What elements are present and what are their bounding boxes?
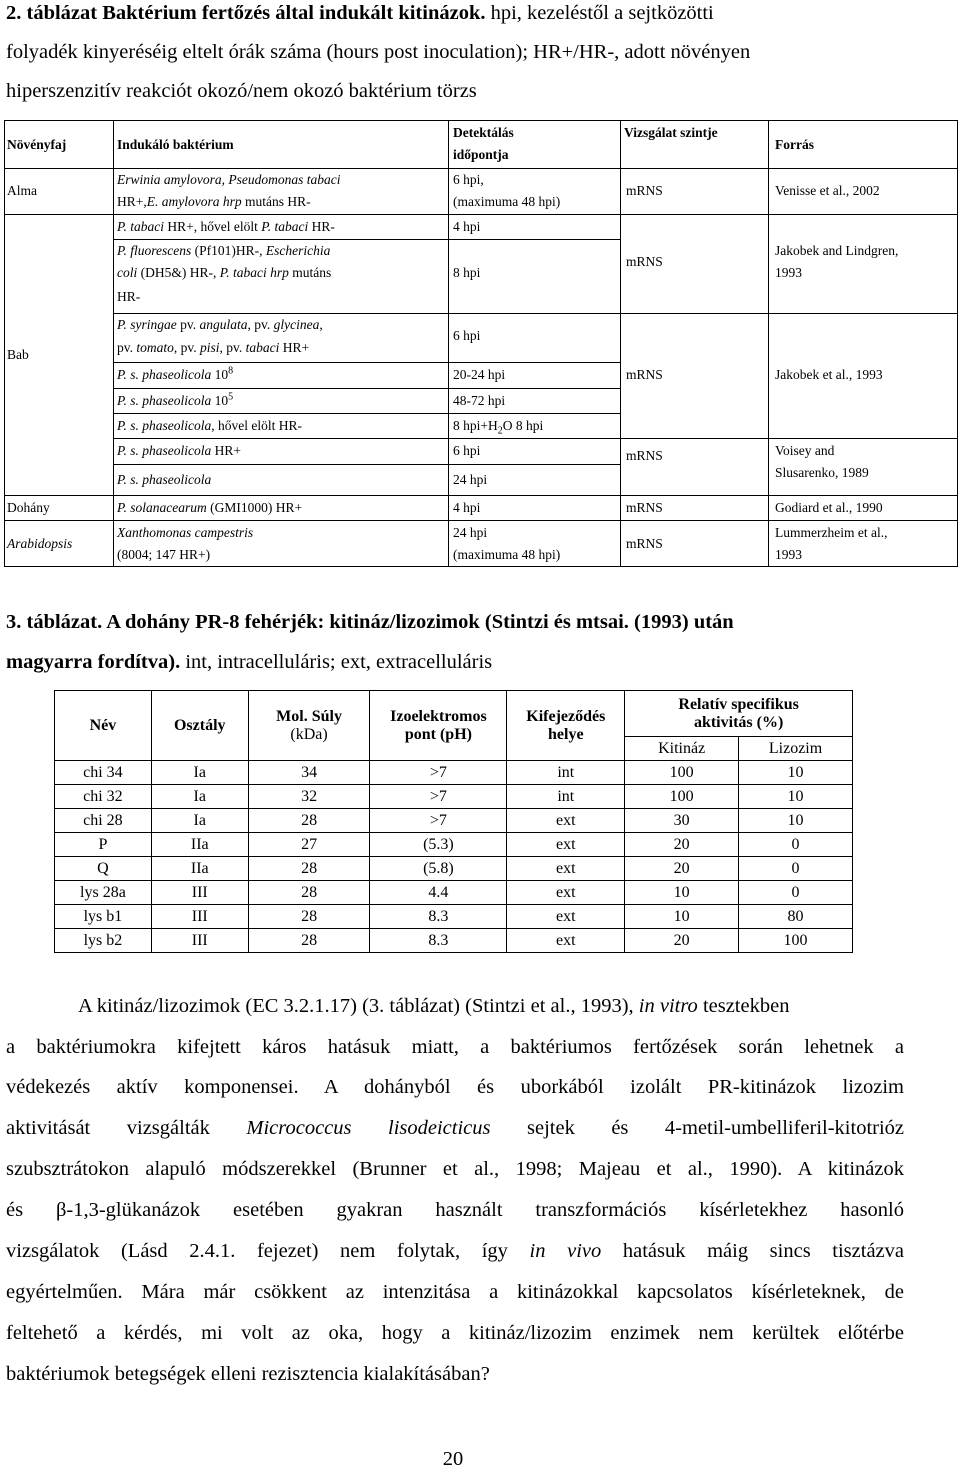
t3-cell-mass: 27 [248,833,370,857]
t2-alma-time-1: 6 hpi, [453,172,484,187]
table-row [55,905,853,929]
t3-cell-loc: ext [507,905,625,929]
t3-cell-class: Ia [151,785,248,809]
table-row [55,785,853,809]
t3-cell-name: chi 28 [55,809,152,833]
t2-alma-time-2: (maximuma 48 hpi) [453,194,561,209]
paragraph-line-1: A kitináz/lizozimok (EC 3.2.1.17) (3. táblázat) (Stintzi et al., 1993), in vitro tesztekben [78,995,790,1017]
t2-plant-arabidopsis: Arabidopsis [7,536,73,551]
t3-header-lysozyme: Lizozim [739,737,853,761]
paragraph-line-9: feltehető a kérdés, mi volt az oka, hogy a kitináz/lizozim enzimek nem kerültek előtérbe [6,1322,904,1344]
table2-caption-line2: folyadék kinyeréséig eltelt órák száma (hours post inoculation); HR+/HR-, adott növényen [6,41,751,63]
t2-plant-bab: Bab [7,347,29,362]
t2-header-detect-1: Detektálás [453,125,514,140]
t2-phashr-time: 6 hpi [453,443,481,458]
paragraph-line-6: és β-1,3-glükanázok esetében gyakran használt transzformációs kísérletekhez hasonló [6,1199,904,1221]
t2-syringae-time: 6 hpi [453,328,481,343]
t3-cell-mass: 28 [248,857,370,881]
table3 [54,690,853,953]
t3-cell-name: chi 32 [55,785,152,809]
table-row [55,761,853,785]
t2-phashr-source-2: Slusarenko, 1989 [775,465,869,480]
t3-cell-lys: 10 [739,809,853,833]
t2-arab-source-2: 1993 [775,547,802,562]
t3-cell-mass: 28 [248,929,370,953]
table2-caption-line1 [6,2,714,25]
table3-caption-line1: 3. táblázat. A dohány PR-8 fehérjék: kitináz/lizozimok (Stintzi és mtsai. (1993) után [6,611,734,633]
t3-cell-lys: 0 [739,833,853,857]
t3-cell-chit: 100 [625,785,739,809]
t3-cell-class: Ia [151,809,248,833]
paragraph-line-4: aktivitását vizsgálták Micrococcus lisodeicticus sejtek és 4-metil-umbelliferil-kitotrióz [6,1117,905,1139]
t3-cell-pi: >7 [370,785,507,809]
t2-header-plant: Növényfaj [7,137,67,152]
t2-dohany-source: Godiard et al., 1990 [775,500,883,515]
t3-cell-pi: (5.3) [370,833,507,857]
t2-phas5-time: 48-72 hpi [453,393,506,408]
t3-cell-name: lys 28a [55,881,152,905]
t3-cell-name: lys b1 [55,905,152,929]
t3-cell-loc: int [507,785,625,809]
paragraph-line-10: baktériumok betegségek elleni rezisztencia kialakításában? [6,1363,490,1385]
t3-header-mass: Mol. Súly (kDa) [248,691,370,761]
t2-arab-bacterium-2: (8004; 147 HR+) [117,547,211,562]
t2-alma-level: mRNS [626,183,663,198]
t2-phas8-source: Jakobek et al., 1993 [775,367,883,382]
t3-cell-lys: 10 [739,761,853,785]
t2-phas8-bacterium: P. s. phaseolicola $10^8$ [117,365,234,382]
paragraph-line-3: védekezés aktív komponensei. A dohányból és uborkából izolált PR-kitinázok lizozim [6,1076,904,1098]
t3-cell-name: chi 34 [55,761,152,785]
t2-phas-time: 24 hpi [453,472,488,487]
t2-dohany-level: mRNS [626,500,663,515]
paragraph-line-7: vizsgálatok (Lásd 2.4.1. fejezet) nem folytak, így in vivo hatásuk máig sincs tisztázva [6,1240,905,1262]
t3-cell-mass: 34 [248,761,370,785]
t3-cell-pi: 8.3 [370,905,507,929]
t3-cell-pi: 4.4 [370,881,507,905]
t2-arab-level: mRNS [626,536,663,551]
table2-number: 2. táblázat [6,2,98,24]
table-row [55,833,853,857]
t2-fluor-source-2: 1993 [775,265,802,280]
t3-cell-loc: ext [507,929,625,953]
t3-cell-lys: 10 [739,785,853,809]
t2-phas5-bacterium: P. s. phaseolicola $10^5$ [117,391,234,408]
t3-cell-class: III [151,905,248,929]
t2-arab-bacterium-1: Xanthomonas campestris [117,525,254,540]
page-number: 20 [442,1448,464,1470]
t3-cell-chit: 100 [625,761,739,785]
t3-cell-class: III [151,881,248,905]
t2-header-source: Forrás [775,137,814,152]
t2-arab-source-1: Lummerzheim et al., [775,525,888,540]
t3-cell-class: IIa [151,833,248,857]
t2-phas8-time: 20-24 hpi [453,367,506,382]
t3-cell-chit: 20 [625,857,739,881]
t3-cell-class: IIa [151,857,248,881]
t3-cell-chit: 10 [625,881,739,905]
t2-alma-bacterium-1: Erwinia amylovora, Pseudomonas tabaci [117,172,341,187]
t3-header-expression: Kifejeződés helye [507,691,625,761]
t3-header-activity: Relatív specifikus aktivitás (%) [625,691,853,737]
t3-cell-chit: 20 [625,833,739,857]
t2-phas8-level: mRNS [626,367,663,382]
t2-syringae-bacterium-2: pv. tomato, pv. pisi, pv. tabaci HR+ [117,340,310,355]
t2-alma-bacterium-2: HR+,E. amylovora hrp mutáns HR- [117,194,311,209]
t3-cell-mass: 28 [248,809,370,833]
t3-cell-pi: 8.3 [370,929,507,953]
t3-cell-name: Q [55,857,152,881]
t3-header-class: Osztály [151,691,248,761]
t2-dohany-bacterium: P. solanacearum (GMI1000) HR+ [117,500,303,515]
t2-phashr-source-1: Voisey and [775,443,835,458]
table3-caption-line2: magyarra fordítva). int, intracelluláris; ext, extracelluláris [6,651,493,673]
t3-cell-lys: 0 [739,881,853,905]
paragraph-line-8: egyértelműen. Mára már csökkent az intenzitása a kitinázokkal kapcsolatos kísérleteknek, de [6,1281,904,1303]
t2-header-level: Vizsgálat szintje [624,125,718,140]
table2-caption-rest: hpi, kezeléstől a sejtközötti [490,2,714,24]
t2-syringae-bacterium-1: P. syringae pv. angulata, pv. glycinea, [117,317,323,332]
t2-fluor-source-1: Jakobek and Lindgren, [775,243,899,258]
t2-tabaci-bacterium: P. tabaci HR+, hővel elölt P. tabaci HR- [117,219,335,234]
t2-arab-time-2: (maximuma 48 hpi) [453,547,561,562]
t3-header-name: Név [55,691,152,761]
t3-cell-pi: (5.8) [370,857,507,881]
t2-plant-dohany: Dohány [7,500,50,515]
table-row [55,809,853,833]
table2-title: Baktérium fertőzés által indukált kitinázok. [102,2,486,24]
table-row [55,857,853,881]
t3-cell-pi: >7 [370,809,507,833]
t3-cell-loc: ext [507,833,625,857]
t3-cell-pi: >7 [370,761,507,785]
t3-cell-loc: ext [507,809,625,833]
t2-fluor-bacterium-3: HR- [117,289,141,304]
table-row [55,881,853,905]
t3-cell-name: P [55,833,152,857]
t3-cell-mass: 32 [248,785,370,809]
t2-plant-alma: Alma [7,183,37,198]
t3-cell-loc: ext [507,857,625,881]
t2-phas-bacterium: P. s. phaseolicola [117,472,212,487]
t3-cell-mass: 28 [248,881,370,905]
table2-caption-line3: hiperszenzitív reakciót okozó/nem okozó baktérium törzs [6,80,477,102]
t3-cell-loc: int [507,761,625,785]
t2-phashr-level: mRNS [626,448,663,463]
t2-phashr-bacterium: P. s. phaseolicola HR+ [117,443,241,458]
t3-cell-lys: 80 [739,905,853,929]
t2-alma-source: Venisse et al., 2002 [775,183,880,198]
paragraph-line-2: a baktériumokra kifejtett káros hatásuk miatt, a baktériumos fertőzések során lehetnek a [6,1036,904,1058]
t2-fluor-bacterium-2: coli (DH5&) HR-, P. tabaci hrp mutáns [117,265,332,280]
t3-cell-mass: 28 [248,905,370,929]
t3-cell-class: Ia [151,761,248,785]
t3-header-pi: Izoelektromos pont (pH) [370,691,507,761]
t2-header-detect-2: időpontja [453,147,509,162]
t3-header-chitinase: Kitináz [625,737,739,761]
paragraph-line-5: szubsztrátokon alapuló módszerekkel (Brunner et al., 1998; Majeau et al., 1990). A kitinázok [6,1158,904,1180]
t3-cell-chit: 20 [625,929,739,953]
t2-dohany-time: 4 hpi [453,500,481,515]
t2-fluor-bacterium-1: P. fluorescens (Pf101)HR-, Escherichia [117,243,331,258]
t3-cell-lys: 0 [739,857,853,881]
t2-fluor-time: 8 hpi [453,265,481,280]
t3-cell-lys: 100 [739,929,853,953]
t3-cell-chit: 30 [625,809,739,833]
t2-header-bacterium: Indukáló baktérium [117,137,234,152]
t3-cell-class: III [151,929,248,953]
t2-arab-time-1: 24 hpi [453,525,488,540]
t2-fluor-level: mRNS [626,254,663,269]
table-row [55,929,853,953]
t3-cell-chit: 10 [625,905,739,929]
t2-tabaci-time: 4 hpi [453,219,481,234]
t2-phasheat-bacterium: P. s. phaseolicola, hővel elölt HR- [117,418,302,433]
t2-phasheat-time: 8 $hpi+H_2O$ 8 hpi [453,418,544,437]
t3-cell-loc: ext [507,881,625,905]
t3-cell-name: lys b2 [55,929,152,953]
